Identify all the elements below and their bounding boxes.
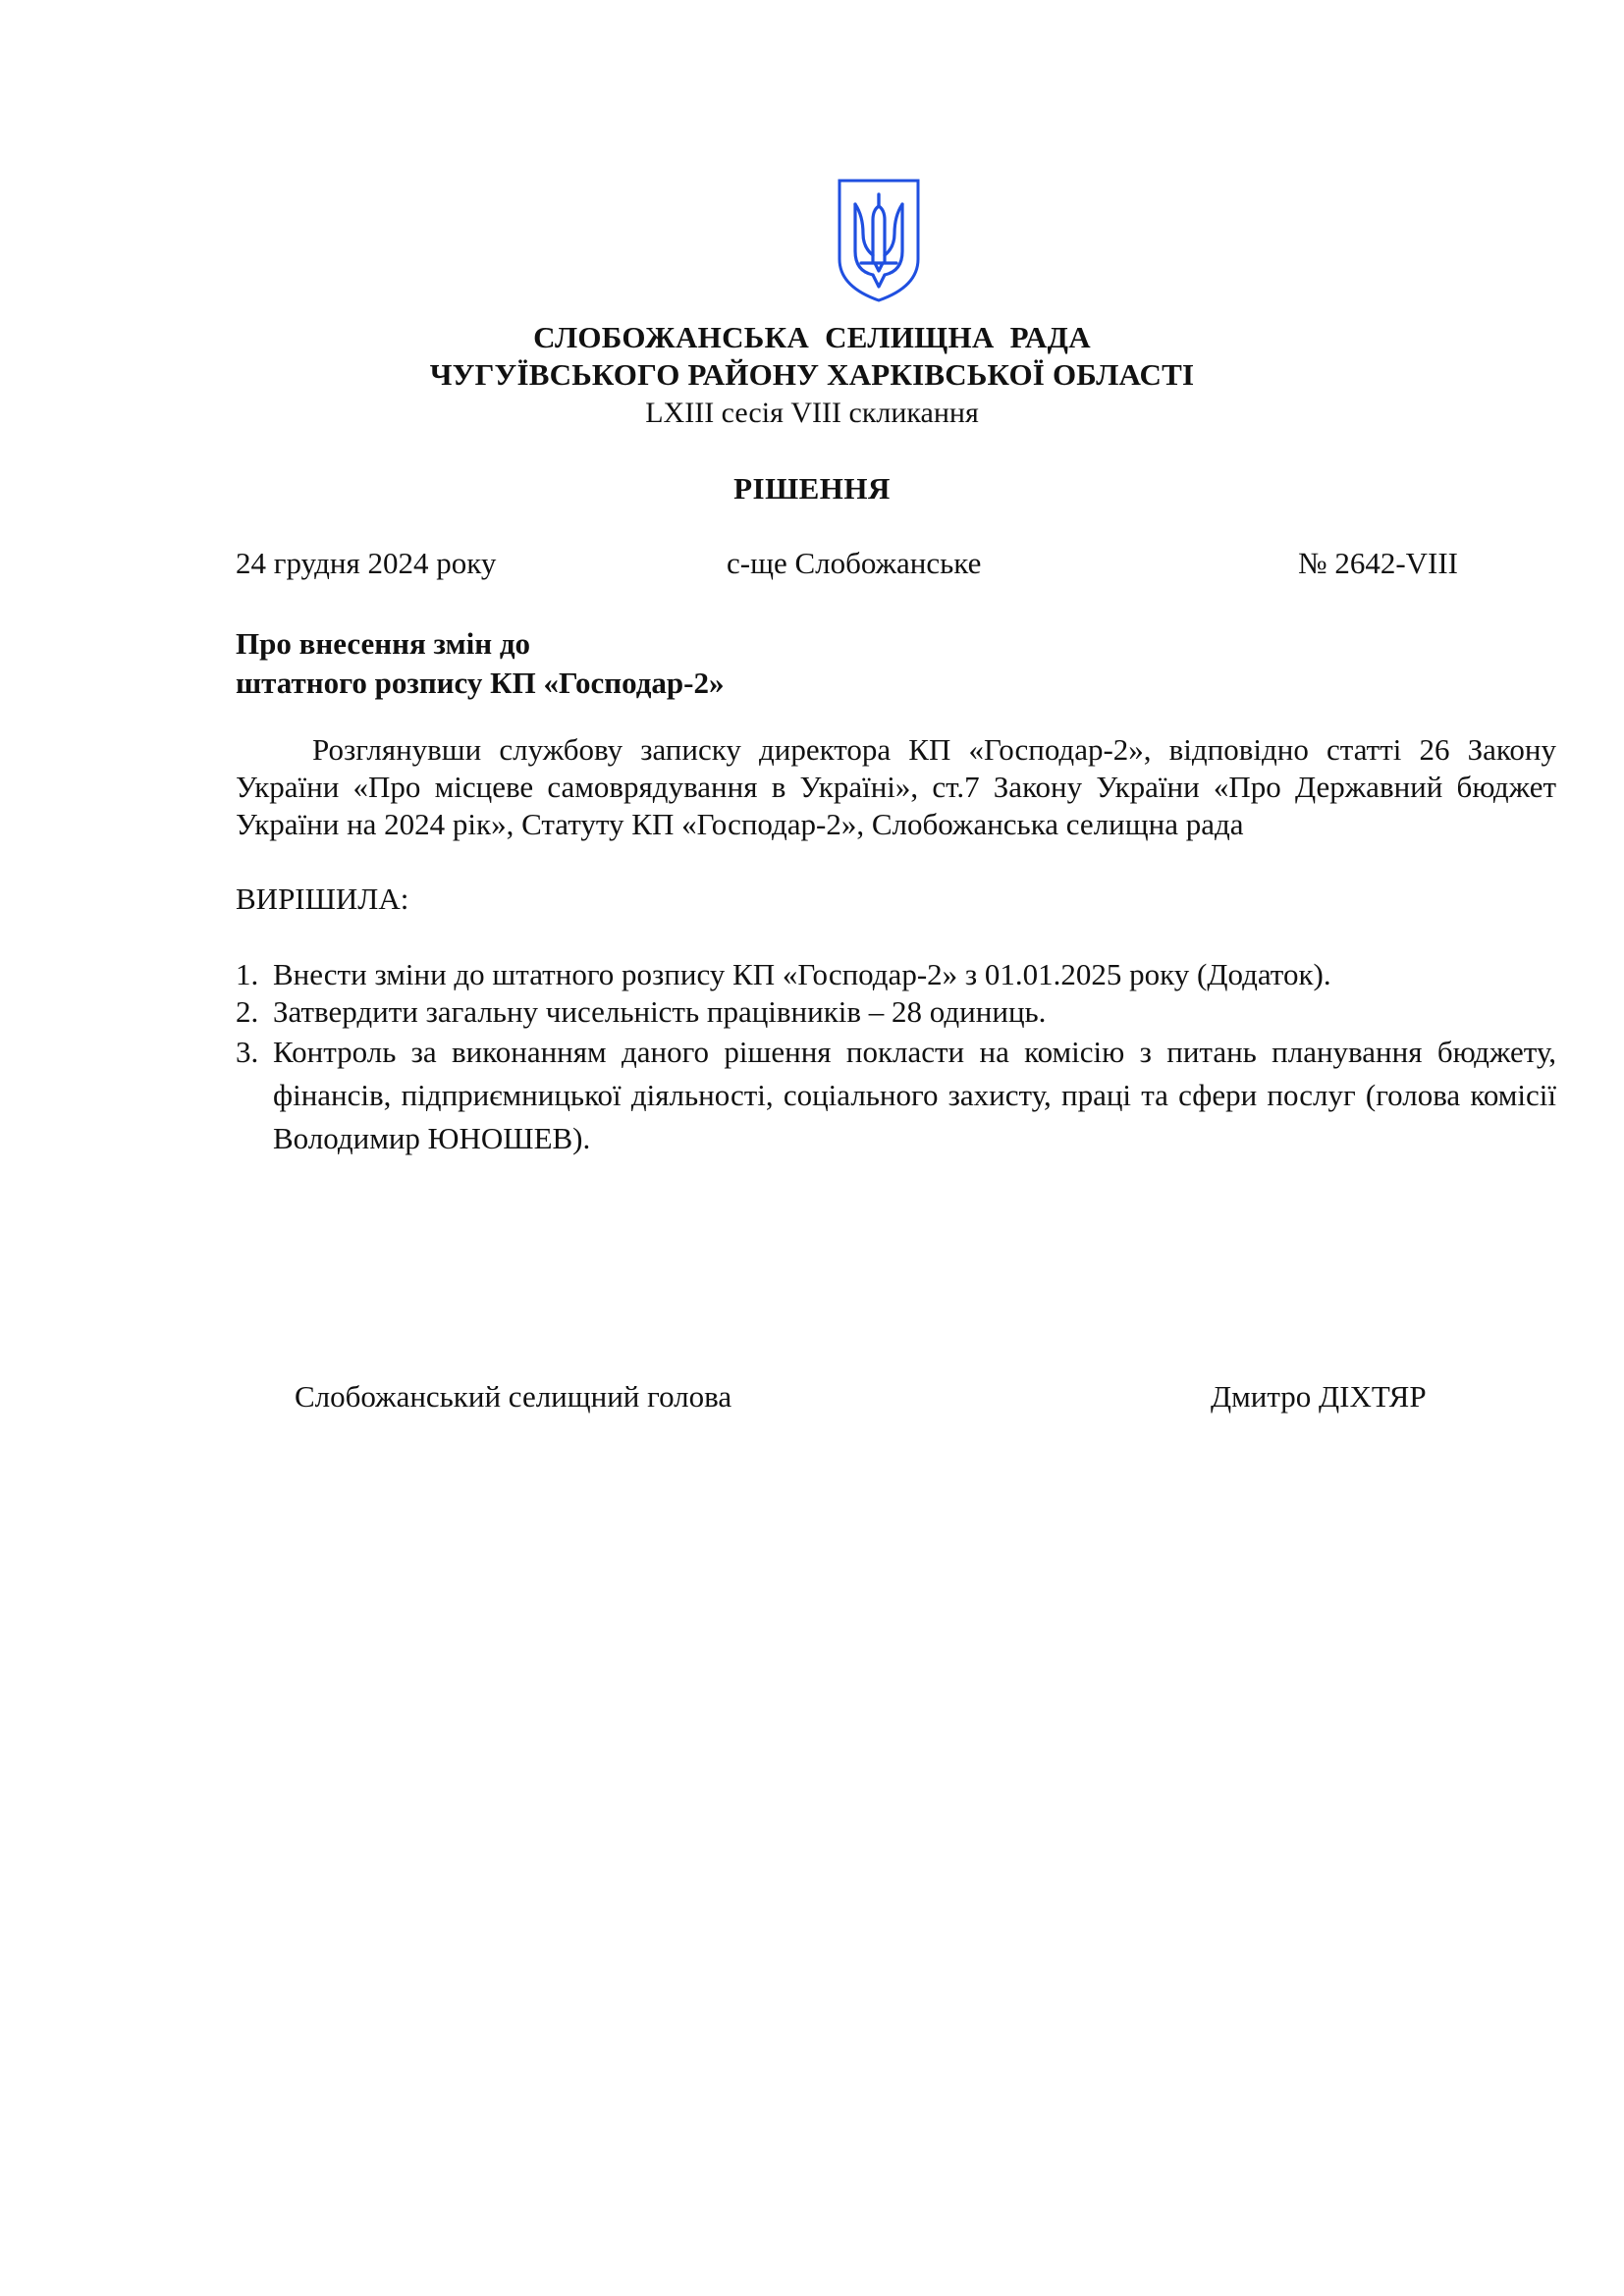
decision-subject — [236, 624, 724, 703]
decision-items-list — [236, 956, 1556, 1160]
item-text: Внести зміни до штатного розпису КП «Господар-2» з 01.01.2025 року (Додаток). — [273, 957, 1331, 991]
decision-number: № 2642-VIII — [1298, 546, 1459, 580]
list-item — [236, 993, 1556, 1031]
item-number: 2. — [236, 994, 259, 1029]
preamble-paragraph: Розглянувши службову записку директора КП «Господар-2», відповідно статті 26 Закону України «Про місцеве самоврядування в Україні», ст.7 Закону України «Про Державний бюджет України на 2024 рік», Статуту КП «Господар-2», Слобожанська селищна рада — [236, 732, 1556, 841]
decision-date: 24 грудня 2024 року — [236, 546, 497, 580]
district-name: ЧУГУЇВСЬКОГО РАЙОНУ ХАРКІВСЬКОЇ ОБЛАСТІ — [429, 357, 1195, 392]
item-text: Контроль за виконанням даного рішення покласти на комісію з питань планування бюджету, фінансів, підприємницької діяльності, соціального захисту, праці та сфери послуг (голова комісії Володимир ЮНОШЕВ). — [273, 1035, 1556, 1155]
session-line: LXIII сесія VIII скликання — [645, 397, 979, 429]
subject-line-1: Про внесення змін до — [236, 626, 531, 661]
item-number: 1. — [236, 957, 259, 991]
decided-heading: ВИРІШИЛА: — [236, 881, 409, 916]
decision-place: с-ще Слобожанське — [727, 546, 982, 580]
subject-line-2: штатного розпису КП «Господар-2» — [236, 666, 725, 700]
list-item — [236, 1031, 1556, 1160]
council-name: СЛОБОЖАНСЬКА СЕЛИЩНА РАДА — [533, 320, 1091, 354]
document-type-title: РІШЕННЯ — [733, 471, 891, 506]
item-text: Затвердити загальну чисельність працівників – 28 одиниць. — [273, 994, 1047, 1029]
signatory-position: Слобожанський селищний голова — [295, 1379, 732, 1414]
list-item — [236, 956, 1556, 993]
ukraine-trident-coat-of-arms-icon — [836, 177, 922, 304]
signatory-name: Дмитро ДІХТЯР — [1211, 1379, 1427, 1414]
item-number: 3. — [236, 1035, 259, 1069]
